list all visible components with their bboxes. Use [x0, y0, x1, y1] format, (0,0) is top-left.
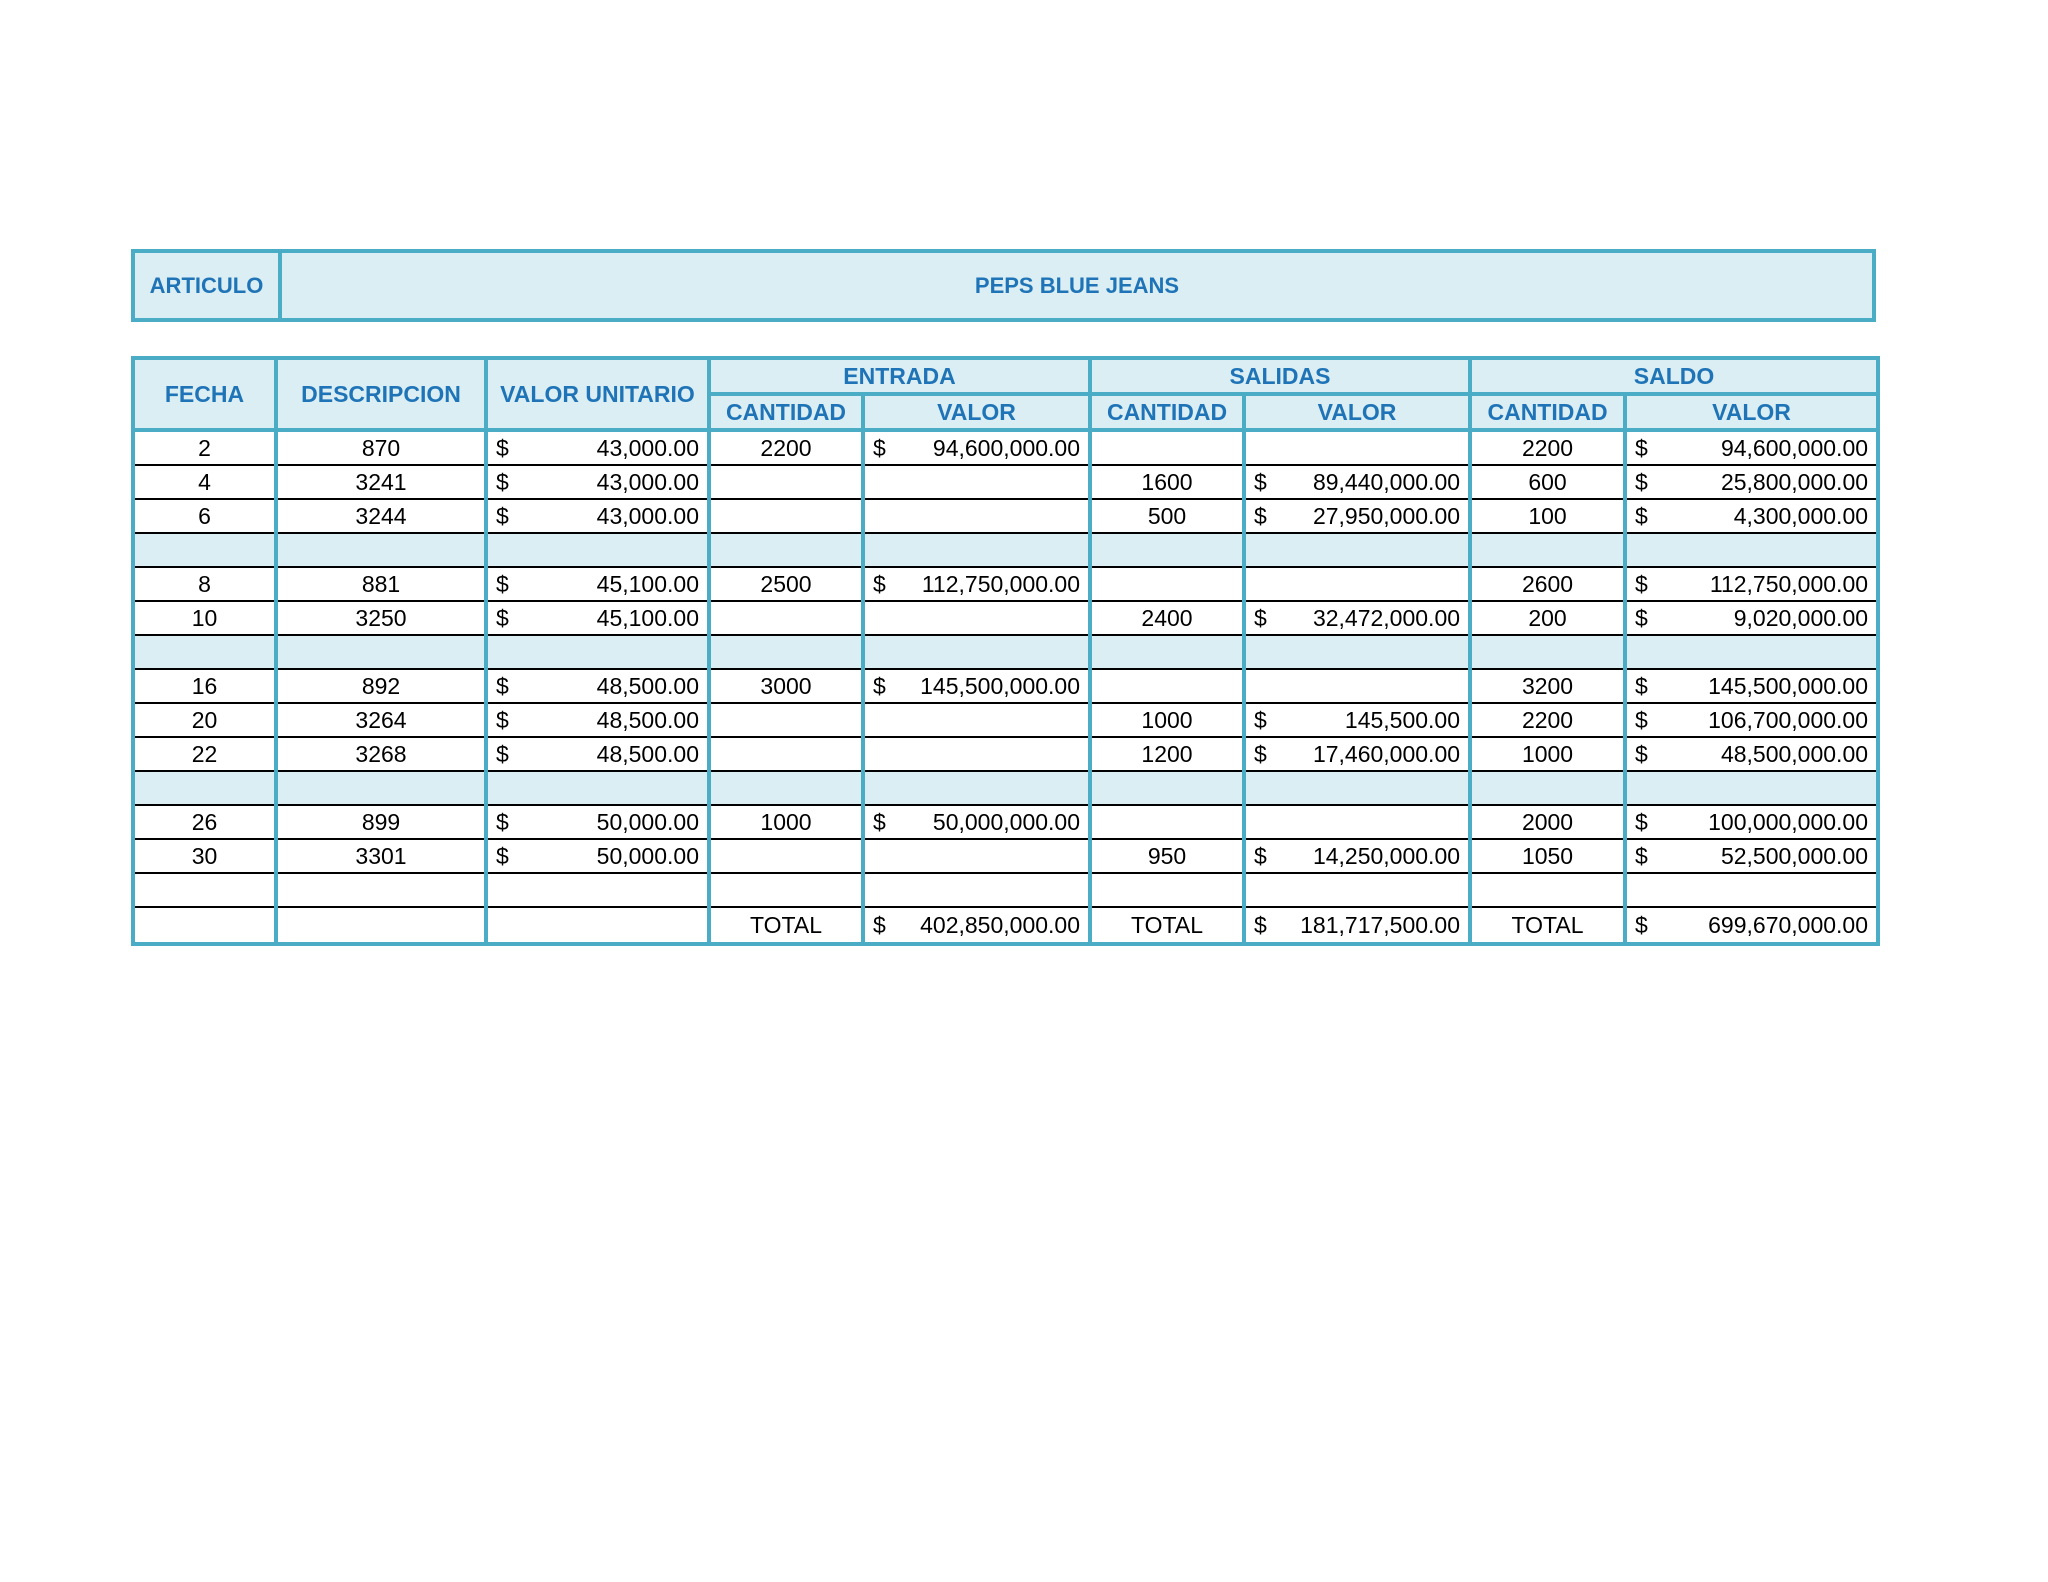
amount: 50,000.00 [596, 808, 699, 835]
cell-saldo-valor [1625, 601, 1878, 635]
cell-salidas-cantidad [1090, 805, 1244, 839]
currency-symbol: $ [496, 672, 509, 699]
empty-cell [486, 533, 709, 567]
cell-descripcion: 892 [276, 669, 486, 703]
amount: 45,100.00 [596, 604, 699, 631]
currency-symbol: $ [496, 604, 509, 631]
cell-saldo-valor [1625, 703, 1878, 737]
currency-symbol: $ [496, 706, 509, 733]
cell-fecha: 8 [133, 567, 276, 601]
cell-entrada-cantidad: 2500 [709, 567, 863, 601]
empty-cell [1090, 533, 1244, 567]
empty-cell [709, 771, 863, 805]
cell-saldo-cantidad: 3200 [1470, 669, 1625, 703]
col-header-descripcion: DESCRIPCION [276, 358, 486, 430]
currency-symbol: $ [496, 468, 509, 495]
currency-symbol: $ [496, 842, 509, 869]
currency-symbol: $ [1635, 740, 1648, 767]
cell-saldo-valor [1625, 839, 1878, 873]
cell-saldo-cantidad: 2200 [1470, 703, 1625, 737]
empty-cell [709, 635, 863, 669]
cell-descripcion: 870 [276, 430, 486, 465]
cell-saldo-cantidad: 2000 [1470, 805, 1625, 839]
empty-cell [486, 635, 709, 669]
amount: 89,440,000.00 [1312, 468, 1461, 495]
sub-header-salidas-valor: VALOR [1244, 394, 1470, 430]
amount: 32,472,000.00 [1312, 604, 1461, 631]
cell-entrada-cantidad [709, 601, 863, 635]
currency-symbol: $ [1635, 468, 1648, 495]
currency-symbol: $ [873, 672, 886, 699]
totals-empty-cell [276, 907, 486, 944]
article-header [131, 249, 1876, 322]
currency-symbol: $ [1254, 911, 1267, 938]
cell-valor-unitario [486, 669, 709, 703]
total-label-saldo: TOTAL [1470, 907, 1625, 944]
amount: 112,750,000.00 [921, 570, 1081, 597]
empty-cell [1090, 635, 1244, 669]
empty-cell [1470, 873, 1625, 907]
cell-entrada-valor [863, 669, 1090, 703]
cell-salidas-valor [1244, 669, 1470, 703]
separator-row [133, 771, 1878, 805]
empty-cell [709, 533, 863, 567]
currency-symbol: $ [873, 911, 886, 938]
currency-symbol: $ [1635, 502, 1648, 529]
total-saldo-valor [1625, 907, 1878, 944]
empty-cell [1090, 771, 1244, 805]
table-row [133, 805, 1878, 839]
table-row [133, 669, 1878, 703]
sub-header-entrada-valor: VALOR [863, 394, 1090, 430]
table-row [133, 465, 1878, 499]
cell-saldo-cantidad: 1000 [1470, 737, 1625, 771]
cell-fecha: 4 [133, 465, 276, 499]
cell-fecha: 10 [133, 601, 276, 635]
cell-entrada-valor [863, 601, 1090, 635]
currency-symbol: $ [496, 808, 509, 835]
cell-entrada-valor [863, 430, 1090, 465]
empty-cell [133, 533, 276, 567]
cell-salidas-valor [1244, 567, 1470, 601]
separator-row [133, 533, 1878, 567]
amount: 145,500,000.00 [920, 672, 1081, 699]
currency-symbol: $ [1254, 468, 1267, 495]
cell-entrada-cantidad: 2200 [709, 430, 863, 465]
currency-symbol: $ [873, 808, 886, 835]
cell-saldo-cantidad: 2600 [1470, 567, 1625, 601]
table-row [133, 567, 1878, 601]
currency-symbol: $ [873, 434, 886, 461]
amount: 52,500,000.00 [1720, 842, 1869, 869]
currency-symbol: $ [1635, 570, 1648, 597]
empty-cell [1625, 533, 1878, 567]
currency-symbol: $ [1635, 672, 1648, 699]
group-header-saldo: SALDO [1470, 358, 1878, 394]
cell-salidas-cantidad: 1600 [1090, 465, 1244, 499]
table-row [133, 839, 1878, 873]
cell-salidas-valor [1244, 805, 1470, 839]
cell-descripcion: 3301 [276, 839, 486, 873]
amount: 4,300,000.00 [1733, 502, 1869, 529]
cell-salidas-cantidad: 1200 [1090, 737, 1244, 771]
amount: 48,500.00 [596, 706, 699, 733]
sub-header-saldo-valor: VALOR [1625, 394, 1878, 430]
currency-symbol: $ [496, 740, 509, 767]
currency-symbol: $ [1254, 706, 1267, 733]
cell-saldo-valor [1625, 669, 1878, 703]
cell-entrada-valor [863, 465, 1090, 499]
empty-cell [276, 873, 486, 907]
cell-valor-unitario [486, 805, 709, 839]
cell-entrada-valor [863, 839, 1090, 873]
empty-cell [1244, 873, 1470, 907]
cell-descripcion: 3264 [276, 703, 486, 737]
cell-salidas-valor [1244, 703, 1470, 737]
cell-salidas-cantidad: 2400 [1090, 601, 1244, 635]
cell-salidas-cantidad [1090, 567, 1244, 601]
cell-valor-unitario [486, 737, 709, 771]
cell-salidas-cantidad [1090, 669, 1244, 703]
cell-entrada-cantidad: 3000 [709, 669, 863, 703]
cell-valor-unitario [486, 499, 709, 533]
table-row [133, 430, 1878, 465]
amount: 27,950,000.00 [1312, 502, 1461, 529]
article-label: ARTICULO [133, 251, 280, 320]
cell-salidas-cantidad: 950 [1090, 839, 1244, 873]
cell-valor-unitario [486, 601, 709, 635]
sub-header-entrada-cantidad: CANTIDAD [709, 394, 863, 430]
cell-saldo-valor [1625, 567, 1878, 601]
empty-cell [1090, 873, 1244, 907]
empty-cell [486, 873, 709, 907]
empty-cell [1470, 771, 1625, 805]
amount: 14,250,000.00 [1312, 842, 1461, 869]
article-name: PEPS BLUE JEANS [280, 251, 1874, 320]
empty-cell [863, 873, 1090, 907]
cell-entrada-valor [863, 703, 1090, 737]
empty-cell [1625, 771, 1878, 805]
currency-symbol: $ [496, 570, 509, 597]
col-header-valor-unitario: VALOR UNITARIO [486, 358, 709, 430]
cell-salidas-valor [1244, 839, 1470, 873]
cell-descripcion: 3244 [276, 499, 486, 533]
cell-valor-unitario [486, 839, 709, 873]
currency-symbol: $ [873, 570, 886, 597]
currency-symbol: $ [496, 434, 509, 461]
cell-valor-unitario [486, 703, 709, 737]
cell-saldo-valor [1625, 805, 1878, 839]
total-label-entrada: TOTAL [709, 907, 863, 944]
amount: 145,500,000.00 [1708, 672, 1869, 699]
cell-salidas-cantidad: 500 [1090, 499, 1244, 533]
amount: 48,500.00 [596, 740, 699, 767]
cell-valor-unitario [486, 567, 709, 601]
totals-empty-cell [133, 907, 276, 944]
amount: 50,000,000.00 [932, 808, 1081, 835]
cell-salidas-valor [1244, 737, 1470, 771]
empty-cell [1244, 771, 1470, 805]
cell-entrada-valor [863, 805, 1090, 839]
cell-fecha: 26 [133, 805, 276, 839]
sub-header-salidas-cantidad: CANTIDAD [1090, 394, 1244, 430]
empty-cell [1244, 635, 1470, 669]
total-entrada-valor [863, 907, 1090, 944]
empty-cell [133, 771, 276, 805]
currency-symbol: $ [496, 502, 509, 529]
cell-descripcion: 899 [276, 805, 486, 839]
empty-cell [1470, 635, 1625, 669]
amount: 43,000.00 [596, 502, 699, 529]
cell-saldo-cantidad: 200 [1470, 601, 1625, 635]
empty-cell [276, 533, 486, 567]
cell-saldo-cantidad: 1050 [1470, 839, 1625, 873]
cell-saldo-valor [1625, 465, 1878, 499]
cell-salidas-valor [1244, 465, 1470, 499]
empty-cell [1244, 533, 1470, 567]
amount: 43,000.00 [596, 468, 699, 495]
total-salidas-amount: 181,717,500.00 [1300, 911, 1461, 938]
cell-saldo-cantidad: 2200 [1470, 430, 1625, 465]
currency-symbol: $ [1635, 604, 1648, 631]
sub-header-saldo-cantidad: CANTIDAD [1470, 394, 1625, 430]
cell-saldo-valor [1625, 737, 1878, 771]
cell-valor-unitario [486, 465, 709, 499]
total-label-salidas: TOTAL [1090, 907, 1244, 944]
cell-salidas-valor [1244, 430, 1470, 465]
cell-fecha: 30 [133, 839, 276, 873]
inventory-table [131, 356, 1880, 946]
cell-fecha: 16 [133, 669, 276, 703]
cell-fecha: 2 [133, 430, 276, 465]
empty-cell [1625, 635, 1878, 669]
amount: 94,600,000.00 [932, 434, 1081, 461]
amount: 100,000,000.00 [1708, 808, 1869, 835]
cell-valor-unitario [486, 430, 709, 465]
cell-entrada-cantidad [709, 703, 863, 737]
currency-symbol: $ [1254, 842, 1267, 869]
cell-entrada-cantidad [709, 737, 863, 771]
cell-entrada-valor [863, 567, 1090, 601]
cell-entrada-valor [863, 499, 1090, 533]
cell-saldo-cantidad: 600 [1470, 465, 1625, 499]
cell-fecha: 6 [133, 499, 276, 533]
cell-entrada-cantidad [709, 465, 863, 499]
amount: 106,700,000.00 [1708, 706, 1869, 733]
currency-symbol: $ [1635, 808, 1648, 835]
totals-row [133, 907, 1878, 944]
empty-row [133, 873, 1878, 907]
cell-fecha: 20 [133, 703, 276, 737]
amount: 94,600,000.00 [1720, 434, 1869, 461]
empty-cell [1625, 873, 1878, 907]
currency-symbol: $ [1254, 604, 1267, 631]
currency-symbol: $ [1254, 740, 1267, 767]
inventory-rows [133, 430, 1878, 907]
amount: 48,500.00 [596, 672, 699, 699]
cell-descripcion: 3250 [276, 601, 486, 635]
empty-cell [863, 771, 1090, 805]
currency-symbol: $ [1635, 434, 1648, 461]
cell-salidas-cantidad [1090, 430, 1244, 465]
cell-descripcion: 3268 [276, 737, 486, 771]
amount: 48,500,000.00 [1720, 740, 1869, 767]
cell-entrada-cantidad [709, 839, 863, 873]
total-saldo-amount: 699,670,000.00 [1708, 911, 1869, 938]
empty-cell [486, 771, 709, 805]
empty-cell [133, 873, 276, 907]
total-entrada-amount: 402,850,000.00 [920, 911, 1081, 938]
empty-cell [709, 873, 863, 907]
empty-cell [1470, 533, 1625, 567]
amount: 50,000.00 [596, 842, 699, 869]
cell-salidas-valor [1244, 499, 1470, 533]
cell-salidas-cantidad: 1000 [1090, 703, 1244, 737]
amount: 145,500.00 [1344, 706, 1461, 733]
amount: 43,000.00 [596, 434, 699, 461]
empty-cell [276, 771, 486, 805]
empty-cell [863, 635, 1090, 669]
empty-cell [133, 635, 276, 669]
currency-symbol: $ [1635, 911, 1648, 938]
cell-saldo-valor [1625, 430, 1878, 465]
table-row [133, 499, 1878, 533]
cell-entrada-cantidad [709, 499, 863, 533]
amount: 112,750,000.00 [1709, 570, 1869, 597]
totals-empty-cell [486, 907, 709, 944]
total-salidas-valor [1244, 907, 1470, 944]
amount: 45,100.00 [596, 570, 699, 597]
currency-symbol: $ [1635, 706, 1648, 733]
cell-saldo-valor [1625, 499, 1878, 533]
currency-symbol: $ [1254, 502, 1267, 529]
cell-descripcion: 3241 [276, 465, 486, 499]
group-header-salidas: SALIDAS [1090, 358, 1470, 394]
currency-symbol: $ [1635, 842, 1648, 869]
table-row [133, 601, 1878, 635]
amount: 25,800,000.00 [1720, 468, 1869, 495]
separator-row [133, 635, 1878, 669]
cell-entrada-valor [863, 737, 1090, 771]
table-row [133, 737, 1878, 771]
cell-entrada-cantidad: 1000 [709, 805, 863, 839]
amount: 9,020,000.00 [1733, 604, 1869, 631]
group-header-entrada: ENTRADA [709, 358, 1090, 394]
empty-cell [863, 533, 1090, 567]
amount: 17,460,000.00 [1312, 740, 1461, 767]
col-header-fecha: FECHA [133, 358, 276, 430]
table-row [133, 703, 1878, 737]
cell-fecha: 22 [133, 737, 276, 771]
empty-cell [276, 635, 486, 669]
cell-salidas-valor [1244, 601, 1470, 635]
cell-descripcion: 881 [276, 567, 486, 601]
cell-saldo-cantidad: 100 [1470, 499, 1625, 533]
